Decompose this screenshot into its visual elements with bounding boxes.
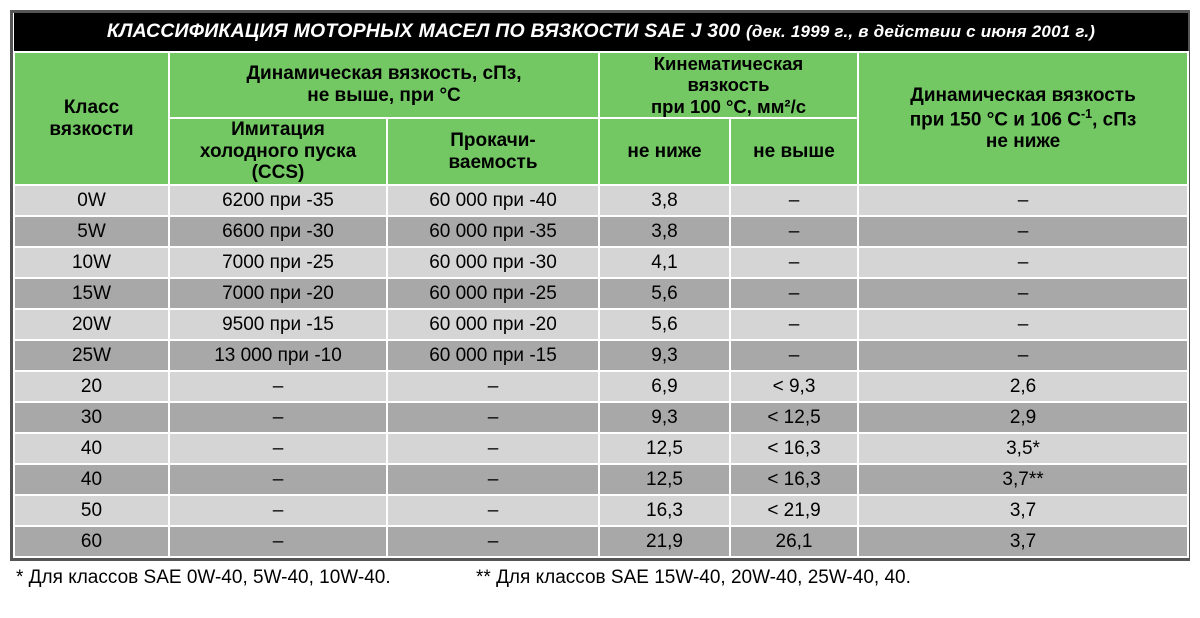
cell-class: 0W bbox=[14, 185, 169, 216]
table-title-main: КЛАССИФИКАЦИЯ МОТОРНЫХ МАСЕЛ ПО ВЯЗКОСТИ SAE J 300 bbox=[106, 19, 741, 42]
table-row bbox=[14, 309, 1188, 340]
cell-kin-min: 4,1 bbox=[599, 247, 730, 278]
cell-kin-max: 26,1 bbox=[730, 526, 858, 557]
cell-pump: 60 000 при -25 bbox=[387, 278, 599, 309]
table-row bbox=[14, 526, 1188, 557]
cell-hths: 3,5* bbox=[858, 433, 1188, 464]
cell-ccs: – bbox=[169, 526, 387, 557]
cell-kin-min: 3,8 bbox=[599, 216, 730, 247]
cell-class: 5W bbox=[14, 216, 169, 247]
cell-pump: – bbox=[387, 464, 599, 495]
header-dynamic-line2: не выше, при °C bbox=[307, 84, 461, 106]
cell-kin-min: 12,5 bbox=[599, 464, 730, 495]
cell-pump: 60 000 при -30 bbox=[387, 247, 599, 278]
table-row bbox=[14, 495, 1188, 526]
cell-pump: 60 000 при -40 bbox=[387, 185, 599, 216]
header-ccs-line1: Имитация bbox=[231, 118, 325, 140]
cell-ccs: 7000 при -25 bbox=[169, 247, 387, 278]
cell-ccs: – bbox=[169, 495, 387, 526]
cell-hths: – bbox=[858, 278, 1188, 309]
cell-ccs: 6200 при -35 bbox=[169, 185, 387, 216]
cell-pump: 60 000 при -35 bbox=[387, 216, 599, 247]
header-kinematic-line3: при 100 °C, мм²/с bbox=[651, 95, 806, 117]
cell-class: 50 bbox=[14, 495, 169, 526]
header-kinematic-line2: вязкость bbox=[687, 74, 770, 96]
cell-kin-max: – bbox=[730, 278, 858, 309]
viscosity-table bbox=[13, 13, 1189, 558]
footnote-double-asterisk: ** Для классов SAE 15W-40, 20W-40, 25W-40, 40. bbox=[476, 567, 911, 589]
cell-ccs: 13 000 при -10 bbox=[169, 340, 387, 371]
cell-pump: 60 000 при -20 bbox=[387, 309, 599, 340]
cell-kin-min: 9,3 bbox=[599, 402, 730, 433]
cell-hths: – bbox=[858, 247, 1188, 278]
cell-hths: 2,9 bbox=[858, 402, 1188, 433]
header-dynamic-line1: Динамическая вязкость, сПз, bbox=[246, 63, 522, 85]
table-row bbox=[14, 278, 1188, 309]
cell-hths: – bbox=[858, 185, 1188, 216]
cell-pump: – bbox=[387, 495, 599, 526]
header-ccs-column bbox=[169, 118, 387, 186]
cell-class: 30 bbox=[14, 402, 169, 433]
cell-kin-min: 5,6 bbox=[599, 278, 730, 309]
cell-class: 25W bbox=[14, 340, 169, 371]
cell-ccs: – bbox=[169, 402, 387, 433]
cell-hths: – bbox=[858, 216, 1188, 247]
header-pumpability-column bbox=[387, 118, 599, 186]
table-title-row bbox=[14, 13, 1188, 52]
table-row bbox=[14, 433, 1188, 464]
header-hths-line3: не ниже bbox=[985, 130, 1061, 152]
header-hths-line2: при 150 °C и 106 $С^{-1}$, сПз bbox=[909, 106, 1137, 130]
cell-kin-min: 5,6 bbox=[599, 309, 730, 340]
footnotes bbox=[10, 567, 1190, 589]
table-row bbox=[14, 402, 1188, 433]
header-class-line2: вязкости bbox=[49, 118, 134, 140]
viscosity-table-container bbox=[10, 10, 1190, 561]
header-pumpability-line1: Прокачи- bbox=[450, 129, 536, 151]
cell-kin-max: – bbox=[730, 247, 858, 278]
table-title-sub: (дек. 1999 г., в действии с июня 2001 г.) bbox=[746, 21, 1096, 41]
table-row bbox=[14, 464, 1188, 495]
header-row-1 bbox=[14, 52, 1188, 118]
cell-class: 10W bbox=[14, 247, 169, 278]
cell-kin-max: – bbox=[730, 340, 858, 371]
cell-class: 15W bbox=[14, 278, 169, 309]
cell-pump: 60 000 при -15 bbox=[387, 340, 599, 371]
cell-kin-max: < 9,3 bbox=[730, 371, 858, 402]
cell-pump: – bbox=[387, 433, 599, 464]
cell-ccs: 7000 при -20 bbox=[169, 278, 387, 309]
cell-hths: 2,6 bbox=[858, 371, 1188, 402]
header-class-column bbox=[14, 52, 169, 185]
header-kinematic-line1: Кинематическая bbox=[653, 53, 804, 74]
cell-pump: – bbox=[387, 371, 599, 402]
header-ccs-line3: (CCS) bbox=[251, 162, 305, 184]
header-ccs-line2: холодного пуска bbox=[199, 140, 357, 162]
cell-class: 40 bbox=[14, 464, 169, 495]
cell-ccs: 9500 при -15 bbox=[169, 309, 387, 340]
cell-kin-min: 6,9 bbox=[599, 371, 730, 402]
table-row bbox=[14, 340, 1188, 371]
header-hths-viscosity bbox=[858, 52, 1188, 185]
header-pumpability-line2: ваемость bbox=[448, 151, 538, 173]
cell-hths: 3,7 bbox=[858, 526, 1188, 557]
cell-kin-min: 21,9 bbox=[599, 526, 730, 557]
cell-kin-max: – bbox=[730, 216, 858, 247]
cell-kin-max: < 16,3 bbox=[730, 464, 858, 495]
cell-ccs: 6600 при -30 bbox=[169, 216, 387, 247]
cell-class: 60 bbox=[14, 526, 169, 557]
table-row bbox=[14, 371, 1188, 402]
cell-class: 20 bbox=[14, 371, 169, 402]
cell-ccs: – bbox=[169, 433, 387, 464]
cell-hths: 3,7** bbox=[858, 464, 1188, 495]
header-kinematic-viscosity-group bbox=[599, 52, 858, 118]
table-row bbox=[14, 185, 1188, 216]
table-title-cell bbox=[14, 13, 1188, 52]
cell-ccs: – bbox=[169, 464, 387, 495]
cell-hths: 3,7 bbox=[858, 495, 1188, 526]
header-kinematic-max: не выше bbox=[730, 118, 858, 186]
table-row bbox=[14, 216, 1188, 247]
cell-kin-max: < 21,9 bbox=[730, 495, 858, 526]
cell-kin-min: 3,8 bbox=[599, 185, 730, 216]
table-row bbox=[14, 247, 1188, 278]
cell-kin-max: – bbox=[730, 309, 858, 340]
cell-pump: – bbox=[387, 402, 599, 433]
footnote-single-asterisk: * Для классов SAE 0W-40, 5W-40, 10W-40. bbox=[16, 567, 391, 589]
cell-class: 40 bbox=[14, 433, 169, 464]
cell-class: 20W bbox=[14, 309, 169, 340]
cell-kin-max: < 12,5 bbox=[730, 402, 858, 433]
header-class-line1: Класс bbox=[63, 96, 120, 118]
header-kinematic-min: не ниже bbox=[599, 118, 730, 186]
header-hths-line1: Динамическая вязкость bbox=[910, 84, 1136, 106]
cell-kin-max: < 16,3 bbox=[730, 433, 858, 464]
cell-kin-min: 16,3 bbox=[599, 495, 730, 526]
cell-hths: – bbox=[858, 340, 1188, 371]
cell-ccs: – bbox=[169, 371, 387, 402]
header-dynamic-viscosity-group bbox=[169, 52, 599, 118]
cell-kin-max: – bbox=[730, 185, 858, 216]
cell-kin-min: 12,5 bbox=[599, 433, 730, 464]
cell-kin-min: 9,3 bbox=[599, 340, 730, 371]
cell-hths: – bbox=[858, 309, 1188, 340]
cell-pump: – bbox=[387, 526, 599, 557]
